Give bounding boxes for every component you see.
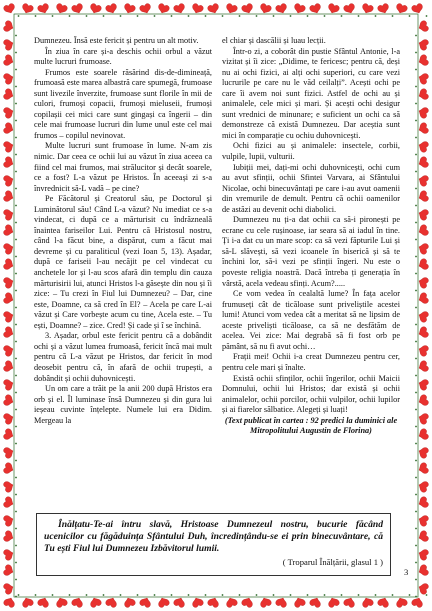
vine-dot <box>15 290 17 292</box>
heart-ornament <box>139 3 152 15</box>
vine-dot <box>415 307 417 309</box>
vine-dot <box>15 409 17 411</box>
heart-ornament <box>3 530 15 543</box>
vine-dot <box>273 15 275 17</box>
vine-dot <box>415 273 417 275</box>
vine-dot <box>103 594 105 596</box>
heart-ornament <box>71 596 84 608</box>
right-paragraph-2: Într-o zi, a coborât din pustie Sfântul Antonie, l-a vizitat și îi zice: „Didime, te fericesc; pentru că, deși nu ai ochi fizici, ai alți ochi superiori, cu care vezi lucrurile pe care nu le văd ceilalți”. Acești ochi pe care îi avem noi sunt fizici. Astfel de ochi au și animalele, cele mici și mari. Și acești ochi desigur sunt vrednici de minunare; e suficient un ochi ca să demonstreze că există Dumnezeu. Dar aceștia sunt mici în comparație cu ochiu duhovnicești. <box>222 46 400 140</box>
vine-dot <box>154 594 156 596</box>
vine-dot <box>15 426 17 428</box>
heart-ornament <box>3 564 15 577</box>
vine-dot <box>15 307 17 309</box>
vine-dot <box>15 35 17 37</box>
vine-dot <box>415 375 417 377</box>
vine-dot <box>171 15 173 17</box>
vine-dot <box>415 409 417 411</box>
heart-ornament <box>417 20 429 33</box>
heart-ornament <box>361 596 374 608</box>
heart-ornament <box>417 276 429 289</box>
heart-ornament <box>417 122 429 135</box>
heart-ornament <box>417 378 429 391</box>
left-paragraph-7: Un om care a trăit pe la anii 200 după Hristos era orb și el. Îl luminase însă Dumnezeu și din gura lui ieșeau cuvinte înțelepte. Numele lui era Didim. Mergeau la <box>34 384 212 425</box>
vine-dot <box>52 15 54 17</box>
vine-dot <box>415 103 417 105</box>
vine-dot <box>324 15 326 17</box>
heart-ornament <box>417 480 429 493</box>
vine-dot <box>120 15 122 17</box>
heart-ornament <box>191 596 204 608</box>
vine-dot <box>415 494 417 496</box>
heart-ornament <box>293 596 306 608</box>
vine-dot <box>222 15 224 17</box>
heart-ornament <box>417 208 429 221</box>
vine-dot <box>415 52 417 54</box>
heart-ornament <box>3 258 15 271</box>
heart-ornament <box>3 514 15 527</box>
vine-dot <box>415 324 417 326</box>
vine-dot <box>415 205 417 207</box>
vine-dot <box>15 511 17 513</box>
heart-ornament <box>417 292 429 305</box>
heart-ornament <box>417 582 429 595</box>
vine-dot <box>415 256 417 258</box>
vine-dot <box>52 594 54 596</box>
source-note: (Text publicat în cartea : 92 predici la duminici ale Mitropolitului Augustin de Florina) <box>224 415 398 436</box>
vine-dot <box>415 341 417 343</box>
vine-dot <box>69 594 71 596</box>
vine-dot <box>415 86 417 88</box>
heart-ornament <box>417 564 429 577</box>
heart-ornament <box>241 3 254 15</box>
vine-dot <box>69 15 71 17</box>
page-number: 3 <box>404 567 409 577</box>
vine-dot <box>15 154 17 156</box>
left-paragraph-5: Pe Făcătorul și Creatorul său, pe Doctorul și Luminătorul său! Când L-a văzut? Nu imediat ce s-a vindecat, ci după ce a mărturisit cu îndrăzneală înaintea fariseilor Lui. Pentru că Hristosul nostru, când l-a făcut bine, a dispărut, cum a făcut mai devreme și cu paraliticul (vezi Ioan 5, 13). Așadar, după ce fariseii l-au necăjit pe cel vindecat cu anchetele lor și l-au scos afară din templu din cauza mărturisirii lui, atunci Hristos l-a găsește din nou și îi zice: – Tu crezi în Fiul lui Dumnezeu? – Dar, cine este, Doamne, ca să cred în El? – Acela pe care L-ai văzut și Care vorbește acum cu tine, Acela este. – Tu ești, Doamne? – zice. Cred! Și cade și î se închină. <box>34 194 212 330</box>
vine-dot <box>415 69 417 71</box>
vine-dot <box>239 594 241 596</box>
vine-dot <box>415 120 417 122</box>
heart-ornament <box>3 496 15 509</box>
vine-dot <box>15 171 17 173</box>
vine-dot <box>137 15 139 17</box>
heart-ornament <box>309 3 322 15</box>
vine-dot <box>307 15 309 17</box>
heart-ornament <box>417 54 429 67</box>
heart-ornament <box>105 596 118 608</box>
troparion-box <box>36 513 391 576</box>
heart-ornament <box>3 412 15 425</box>
heart-ornament <box>3 394 15 407</box>
vine-dot <box>15 188 17 190</box>
heart-ornament <box>241 596 254 608</box>
vine-dot <box>426 594 428 596</box>
vine-dot <box>415 358 417 360</box>
vine-dot <box>15 443 17 445</box>
vine-dot <box>18 15 20 17</box>
right-paragraph-4: Iubiții mei, dați-mi ochi duhovnicești, ochi cum au avut sfinții, ochii Sfintei Varvara, ai Sfântului Nicolae, ochi binecuvântați pe care i-au avut oamenii din vremurile de demult. Pentru că ochii oamenilor de astăzi au devenit ochi diabolici. <box>222 162 400 214</box>
heart-ornament <box>411 596 424 608</box>
heart-ornament <box>417 156 429 169</box>
vine-dot <box>137 594 139 596</box>
vine-dot <box>15 562 17 564</box>
vine-dot <box>86 15 88 17</box>
heart-ornament <box>417 412 429 425</box>
vine-dot <box>154 15 156 17</box>
heart-ornament <box>417 446 429 459</box>
heart-ornament <box>417 310 429 323</box>
vine-dot <box>392 594 394 596</box>
heart-ornament <box>3 462 15 475</box>
vine-dot <box>415 137 417 139</box>
heart-ornament <box>225 3 238 15</box>
vine-dot <box>205 15 207 17</box>
heart-ornament <box>3 156 15 169</box>
right-paragraph-3: Ochi fizici au și animalele: insectele, corbii, vulpile, lupii, vulturii. <box>222 141 400 162</box>
heart-ornament <box>3 428 15 441</box>
vine-dot <box>35 594 37 596</box>
vine-dot <box>205 594 207 596</box>
vine-dot <box>415 35 417 37</box>
heart-ornament <box>377 596 390 608</box>
heart-ornament <box>207 596 220 608</box>
vine-dot <box>375 15 377 17</box>
heart-ornament <box>411 3 424 15</box>
heart-ornament <box>417 72 429 85</box>
heart-ornament <box>3 54 15 67</box>
vine-dot <box>358 594 360 596</box>
left-paragraph-6: 3. Așadar, orbul este fericit pentru că a dobândit ochi și a văzut lumea frumoasă, fericit încă mai mult pentru că L-a văzut pe Hristos, dar fericit în mod deosebit pentru că, în afară de ochii trupești, a dobândit și ochii duhovnicești. <box>34 331 212 383</box>
heart-ornament <box>173 596 186 608</box>
vine-dot <box>324 594 326 596</box>
vine-dot <box>415 460 417 462</box>
left-paragraph-1: Dumnezeu. Însă este fericit și pentru un alt motiv. <box>34 36 199 45</box>
heart-ornament <box>343 3 356 15</box>
vine-dot <box>239 15 241 17</box>
vine-dot <box>15 375 17 377</box>
heart-ornament <box>275 596 288 608</box>
heart-ornament <box>293 3 306 15</box>
vine-dot <box>415 477 417 479</box>
vine-dot <box>290 15 292 17</box>
heart-ornament <box>3 208 15 221</box>
heart-ornament <box>139 596 152 608</box>
vine-dot <box>273 594 275 596</box>
vine-dot <box>15 205 17 207</box>
heart-ornament <box>3 3 16 15</box>
right-column <box>222 36 400 503</box>
vine-dot <box>307 594 309 596</box>
heart-ornament <box>3 480 15 493</box>
heart-ornament <box>3 242 15 255</box>
vine-dot <box>415 154 417 156</box>
heart-ornament <box>417 38 429 51</box>
heart-ornament <box>3 174 15 187</box>
heart-ornament <box>275 3 288 15</box>
vine-dot <box>375 594 377 596</box>
vine-dot <box>18 594 20 596</box>
vine-dot <box>15 494 17 496</box>
heart-ornament <box>3 88 15 101</box>
vine-dot <box>426 15 428 17</box>
vine-dot <box>415 222 417 224</box>
heart-ornament <box>417 88 429 101</box>
heart-ornament <box>3 548 15 561</box>
heart-ornament <box>3 224 15 237</box>
heart-ornament <box>361 3 374 15</box>
vine-dot <box>415 426 417 428</box>
heart-ornament <box>37 3 50 15</box>
heart-ornament <box>395 3 408 15</box>
vine-dot <box>15 528 17 530</box>
heart-ornament <box>417 530 429 543</box>
vine-dot <box>15 222 17 224</box>
vine-dot <box>15 239 17 241</box>
vine-dot <box>409 15 411 17</box>
heart-ornament <box>395 596 408 608</box>
heart-ornament <box>417 242 429 255</box>
left-column <box>34 36 212 503</box>
vine-dot <box>15 324 17 326</box>
vine-dot <box>290 594 292 596</box>
heart-ornament <box>327 596 340 608</box>
heart-ornament <box>55 596 68 608</box>
heart-ornament <box>89 596 102 608</box>
heart-ornament <box>89 3 102 15</box>
heart-ornament <box>123 596 136 608</box>
vine-dot <box>15 460 17 462</box>
vine-dot <box>15 545 17 547</box>
heart-ornament <box>417 394 429 407</box>
vine-dot <box>415 545 417 547</box>
heart-ornament <box>3 446 15 459</box>
heart-ornament <box>191 3 204 15</box>
heart-ornament <box>343 596 356 608</box>
vine-dot <box>415 579 417 581</box>
left-paragraph-4: Multe lucruri sunt frumoase în lume. N-am zis nimic. Dar ceea ce ochii lui au văzut în ziua aceea ca fiind cel mai frumos, mai strălucitor și decât soarele, ce a fost? L-a văzut pe Hristos. În aceeași zi s-a învrednicit să-L vadă – pe cine? <box>34 141 212 193</box>
vine-dot <box>15 358 17 360</box>
left-paragraph-2: În ziua în care și-a deschis ochii orbul a văzut multe lucruri frumoase. <box>34 46 212 67</box>
vine-dot <box>415 562 417 564</box>
vine-dot <box>15 52 17 54</box>
heart-ornament <box>123 3 136 15</box>
heart-ornament <box>3 292 15 305</box>
vine-dot <box>15 103 17 105</box>
troparion-reference: ( Troparul Înălțării, glasul 1 ) <box>282 556 383 567</box>
heart-ornament <box>417 106 429 119</box>
heart-ornament <box>309 596 322 608</box>
vine-dot <box>86 594 88 596</box>
right-paragraph-7: Frații mei! Ochii i-a creat Dumnezeu pentru cer, pentru cele mari și înalte. <box>222 352 400 372</box>
heart-ornament <box>3 38 15 51</box>
vine-dot <box>256 594 258 596</box>
vine-dot <box>15 256 17 258</box>
heart-ornament <box>417 496 429 509</box>
heart-ornament <box>3 582 15 595</box>
vine-dot <box>415 290 417 292</box>
vine-dot <box>15 341 17 343</box>
vine-dot <box>15 137 17 139</box>
heart-ornament <box>3 310 15 323</box>
vine-dot <box>103 15 105 17</box>
vine-dot <box>392 15 394 17</box>
left-paragraph-3: Frumos este soarele răsărind dis-de-dimineață, frumoasă este marea albastră care spumegă, frumoase sunt livezile înverzite, frumoase sunt florile în mii de culori, frumoși copacii, frumoși mieluseii, frumoși copilașii cei mici care sunt gingași ca îngerii – din cele mai frumoase lucruri din lume unul este cel mai frumos – copilul nevinovat. <box>34 67 212 140</box>
heart-ornament <box>417 360 429 373</box>
heart-ornament <box>157 3 170 15</box>
heart-ornament <box>37 596 50 608</box>
heart-ornament <box>417 548 429 561</box>
vine-dot <box>341 15 343 17</box>
heart-ornament <box>417 344 429 357</box>
vine-dot <box>415 528 417 530</box>
heart-ornament <box>377 3 390 15</box>
heart-ornament <box>417 190 429 203</box>
vine-dot <box>15 579 17 581</box>
heart-ornament <box>3 122 15 135</box>
heart-ornament <box>3 378 15 391</box>
heart-ornament <box>3 20 15 33</box>
vine-dot <box>35 15 37 17</box>
heart-ornament <box>207 3 220 15</box>
vine-dot <box>188 594 190 596</box>
heart-ornament <box>173 3 186 15</box>
heart-ornament <box>417 514 429 527</box>
heart-ornament <box>259 596 272 608</box>
vine-dot <box>15 86 17 88</box>
vine-dot <box>415 171 417 173</box>
heart-ornament <box>259 3 272 15</box>
vine-dot <box>222 594 224 596</box>
vine-dot <box>358 15 360 17</box>
heart-ornament <box>417 428 429 441</box>
vine-dot <box>15 596 17 598</box>
heart-ornament <box>3 140 15 153</box>
heart-ornament <box>3 596 16 608</box>
vine-dot <box>341 594 343 596</box>
heart-ornament <box>105 3 118 15</box>
vine-dot <box>120 594 122 596</box>
heart-ornament <box>417 258 429 271</box>
heart-ornament <box>21 3 34 15</box>
vine-dot <box>415 511 417 513</box>
vine-dot <box>15 120 17 122</box>
vine-dot <box>15 273 17 275</box>
heart-ornament <box>3 72 15 85</box>
right-paragraph-5: Dumnezeu nu ți-a dat ochii ca să-i pironești pe ecrane cu cele rușinoase, iar seara să ai iadul în tine. Ți i-a dat cu un mare scop: ca să vezi făpturile Lui și să-L slăvești, să vezi icoanele în biserică și să te închini lor, să-i vezi pe sfinții îngeri. Nu este o poveste religia noastră. Dacă întreba ți generația în vârstă, acela vedeau sfinți. Acum?..... <box>222 215 400 288</box>
heart-ornament <box>55 3 68 15</box>
heart-ornament <box>3 360 15 373</box>
heart-ornament <box>3 344 15 357</box>
vine-dot <box>15 392 17 394</box>
heart-ornament <box>3 276 15 289</box>
heart-ornament <box>3 326 15 339</box>
vine-dot <box>415 392 417 394</box>
heart-ornament <box>3 190 15 203</box>
heart-ornament <box>417 140 429 153</box>
vine-dot <box>415 443 417 445</box>
article-body <box>34 36 400 503</box>
heart-ornament <box>327 3 340 15</box>
heart-ornament <box>157 596 170 608</box>
heart-ornament <box>417 174 429 187</box>
right-paragraph-6: Ce vom vedea în cealaltă lume? În fața acelor frumuseți cât de ticăloase sunt priveliștile acestei lumi! Atunci vom vedea cât a meritat să ne lipsim de aceste priveliști ticăloase, ca să ne desfătăm de acelea. Vei zice: Mai degrabă să fi fost orb pe pământ, să nu fi avut ochi… <box>222 289 400 351</box>
heart-ornament <box>417 462 429 475</box>
vine-dot <box>415 596 417 598</box>
troparion-text: Înălțatu-Te-ai întru slavă, Hristoase Dumnezeul nostru, bucurie făcând ucenicilor cu făgăduința Sfântului Duh, încredințându-se ei prin binecuvântare, că Tu ești Fiul lui Dumnezeu Izbăvitorul lumii. <box>44 519 383 555</box>
right-paragraph-1: el chiar și dascălii și luau lecții. <box>222 36 326 45</box>
vine-dot <box>15 69 17 71</box>
vine-dot <box>415 239 417 241</box>
right-paragraph-8: Există ochii sfinților, ochii îngerilor, ochii Maicii Domnului, ochii lui Hristos; dar există și ochii animalelor, ochii porcilor, ochii vulpilor, ochii lupilor și ai fiarelor sălbatice. Alegeți și luați! <box>222 373 400 415</box>
heart-ornament <box>225 596 238 608</box>
vine-dot <box>15 477 17 479</box>
vine-dot <box>171 594 173 596</box>
vine-dot <box>188 15 190 17</box>
vine-dot <box>409 594 411 596</box>
heart-ornament <box>21 596 34 608</box>
heart-ornament <box>417 326 429 339</box>
vine-dot <box>415 188 417 190</box>
vine-dot <box>256 15 258 17</box>
heart-ornament <box>71 3 84 15</box>
heart-ornament <box>417 224 429 237</box>
heart-ornament <box>3 106 15 119</box>
